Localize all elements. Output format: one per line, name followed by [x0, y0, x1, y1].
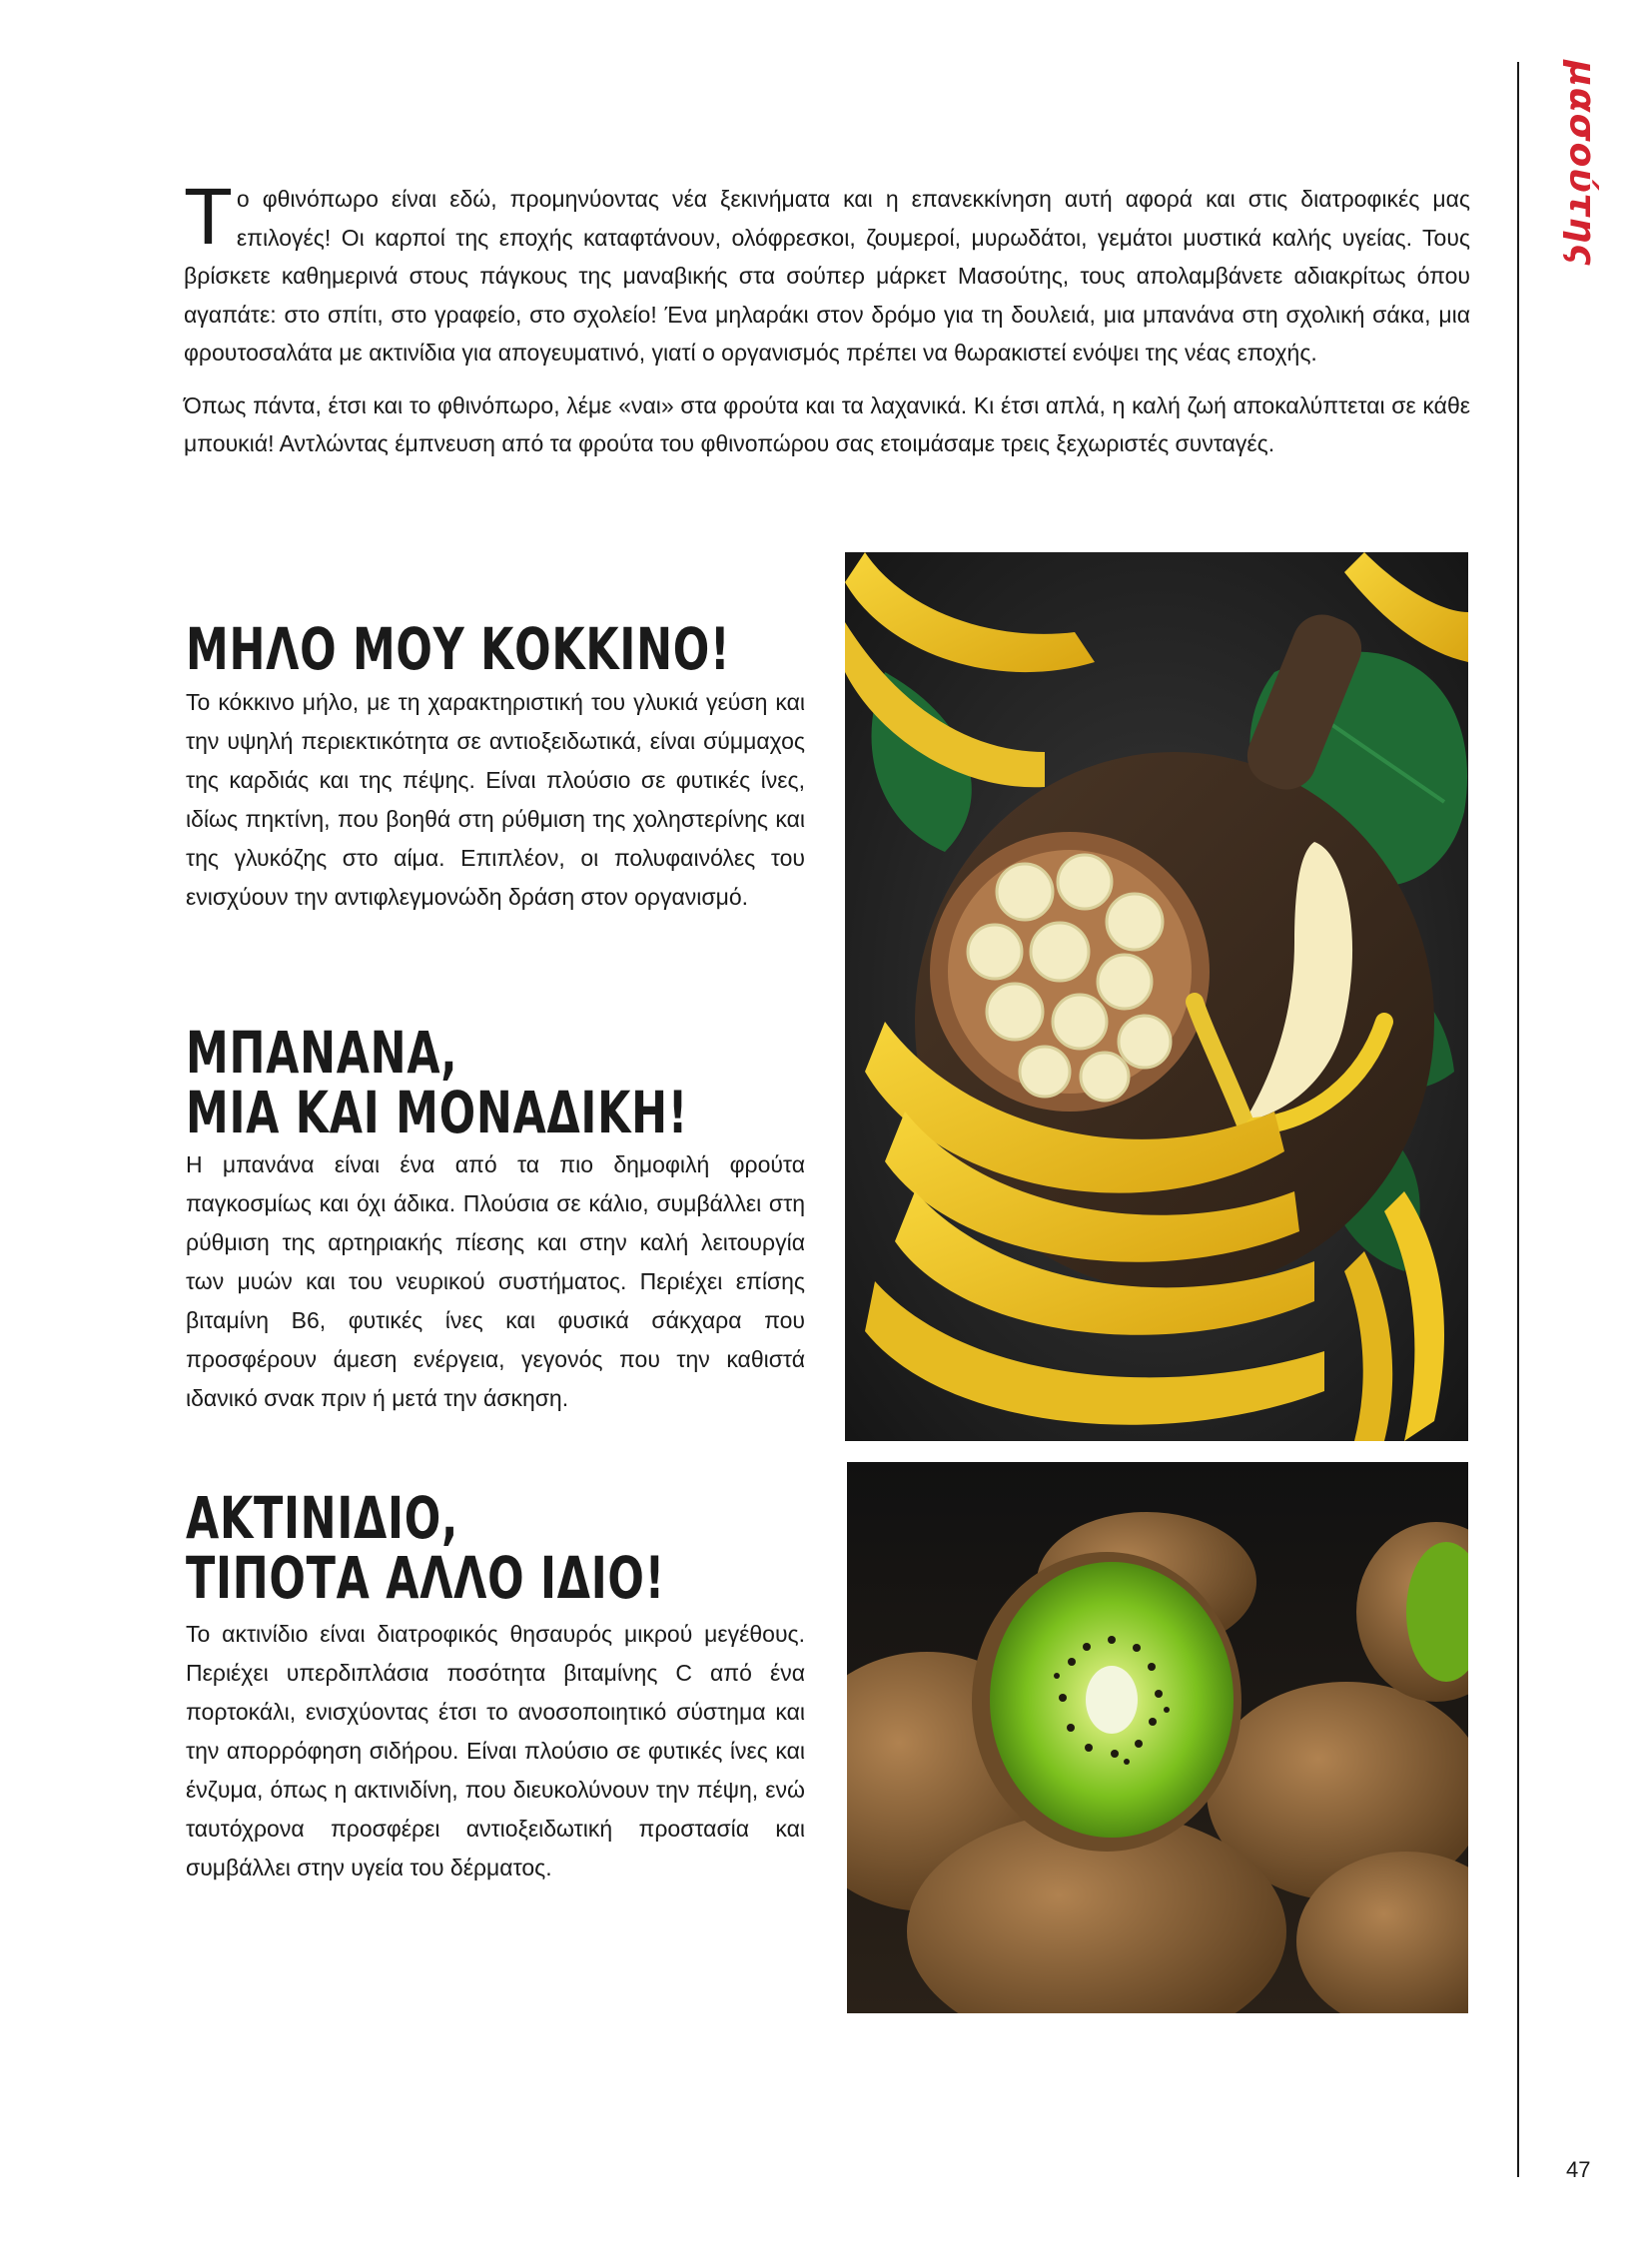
- page-number: 47: [1566, 2157, 1591, 2182]
- kiwi-photo: [847, 1462, 1468, 2013]
- kiwi-body: Το ακτινίδιο είναι διατροφικός θησαυρός μικρού μεγέθους. Περιέχει υπερδιπλάσια ποσότητα βιταμίνης C από ένα πορτοκάλι, ενισχύοντας έτσι το ανοσοποιητικό σύστημα και την απορρόφηση σιδήρου. Είναι πλούσιο σε φυτικές ίνες και ένζυμα, όπως η ακτινιδίνη, που διευκολύνουν την πέψη, ενώ ταυτόχρονα προσφέρει αντιοξειδωτική προστασία και συμβάλλει στην υγεία του δέρματος.: [186, 1621, 805, 1880]
- intro-paragraph-1: [184, 172, 1470, 373]
- page-divider: [1517, 62, 1519, 2177]
- kiwi-heading-line-1: ΑΚΤΙΝΙΔΙΟ,: [186, 1484, 458, 1552]
- banana-heading-line-2: ΜΙΑ ΚΑΙ ΜΟΝΑΔΙΚΗ!: [186, 1079, 689, 1146]
- kiwi-heading-line-2: ΤΙΠΟΤΑ ΑΛΛΟ ΙΔΙΟ!: [186, 1544, 665, 1612]
- banana-photo: [845, 552, 1468, 1441]
- banana-body: Η μπανάνα είναι ένα από τα πιο δημοφιλή φρούτα παγκοσμίως και όχι άδικα. Πλούσια σε κάλιο, συμβάλλει στη ρύθμιση της αρτηριακής πίεσης και στην καλή λειτουργία των μυών και του νευρικού συστήματος. Περιέχει επίσης βιταμίνη Β6, φυτικές ίνες και φυσικά σάκχαρα που προσφέρουν άμεση ενέργεια, γεγονός που την καθιστά ιδανικό σνακ πριν ή μετά την άσκηση.: [186, 1151, 805, 1411]
- drop-cap: Τ: [184, 172, 233, 261]
- apple-body: Το κόκκινο μήλο, με τη χαρακτηριστική του γλυκιά γεύση και την υψηλή περιεκτικότητα σε αντιοξειδωτικά, είναι σύμμαχος της καρδιάς και της πέψης. Είναι πλούσιο σε φυτικές ίνες, ιδίως πηκτίνη, που βοηθά στη ρύθμιση της χοληστερίνης και της γλυκόζης στο αίμα. Επιπλέον, οι πολυφαινόλες του ενισχύουν την αντιφλεγμονώδη δράση στον οργανισμό.: [186, 689, 805, 910]
- banana-heading-line-1: ΜΠΑΝΑΝΑ,: [186, 1019, 458, 1087]
- intro-text: [184, 172, 1470, 463]
- brand-logo-text: μασούτης: [1561, 59, 1603, 267]
- intro-paragraph-2: Όπως πάντα, έτσι και το φθινόπωρο, λέμε «ναι» στα φρούτα και τα λαχανικά. Κι έτσι απλά, η καλή ζωή αποκαλύπτεται σε κάθε μπουκιά! Αντλώντας έμπνευση από τα φρούτα του φθινοπώρου σας ετοιμάσαμε τρεις ξεχωριστές συνταγές.: [184, 391, 1470, 456]
- intro-paragraph-1-text: ο φθινόπωρο είναι εδώ, προμηνύοντας νέα ξεκινήματα και η επανεκκίνηση αυτή αφορά και στις διατροφικές μας επιλογές! Οι καρποί της εποχής καταφτάνουν, ολόφρεσκοι, ζουμεροί, μυρωδάτοι, γεμάτοι μυστικά καλής υγείας. Τους βρίσκετε καθημερινά στους πάγκους της μαναβικής στα σούπερ μάρκετ Μασούτης, τους απολαμβάνετε αδιακρίτως όπου αγαπάτε: στο σπίτι, στο γραφείο, στο σχολείο! Ένα μηλαράκι στον δρόμο για τη δουλειά, μια μπανάνα στη σχολική σάκα, μια φρουτοσαλάτα με ακτινίδια για απογευματινό, γιατί ο οργανισμός πρέπει να θωρακιστεί ενόψει της νέας εποχής.: [184, 186, 1470, 366]
- apple-heading: [186, 615, 731, 683]
- banana-heading: [186, 1019, 689, 1146]
- kiwi-heading: [186, 1484, 665, 1612]
- brand-logo: [1558, 58, 1606, 268]
- apple-heading-line-1: ΜΗΛΟ ΜΟΥ ΚΟΚΚΙΝΟ!: [186, 615, 731, 683]
